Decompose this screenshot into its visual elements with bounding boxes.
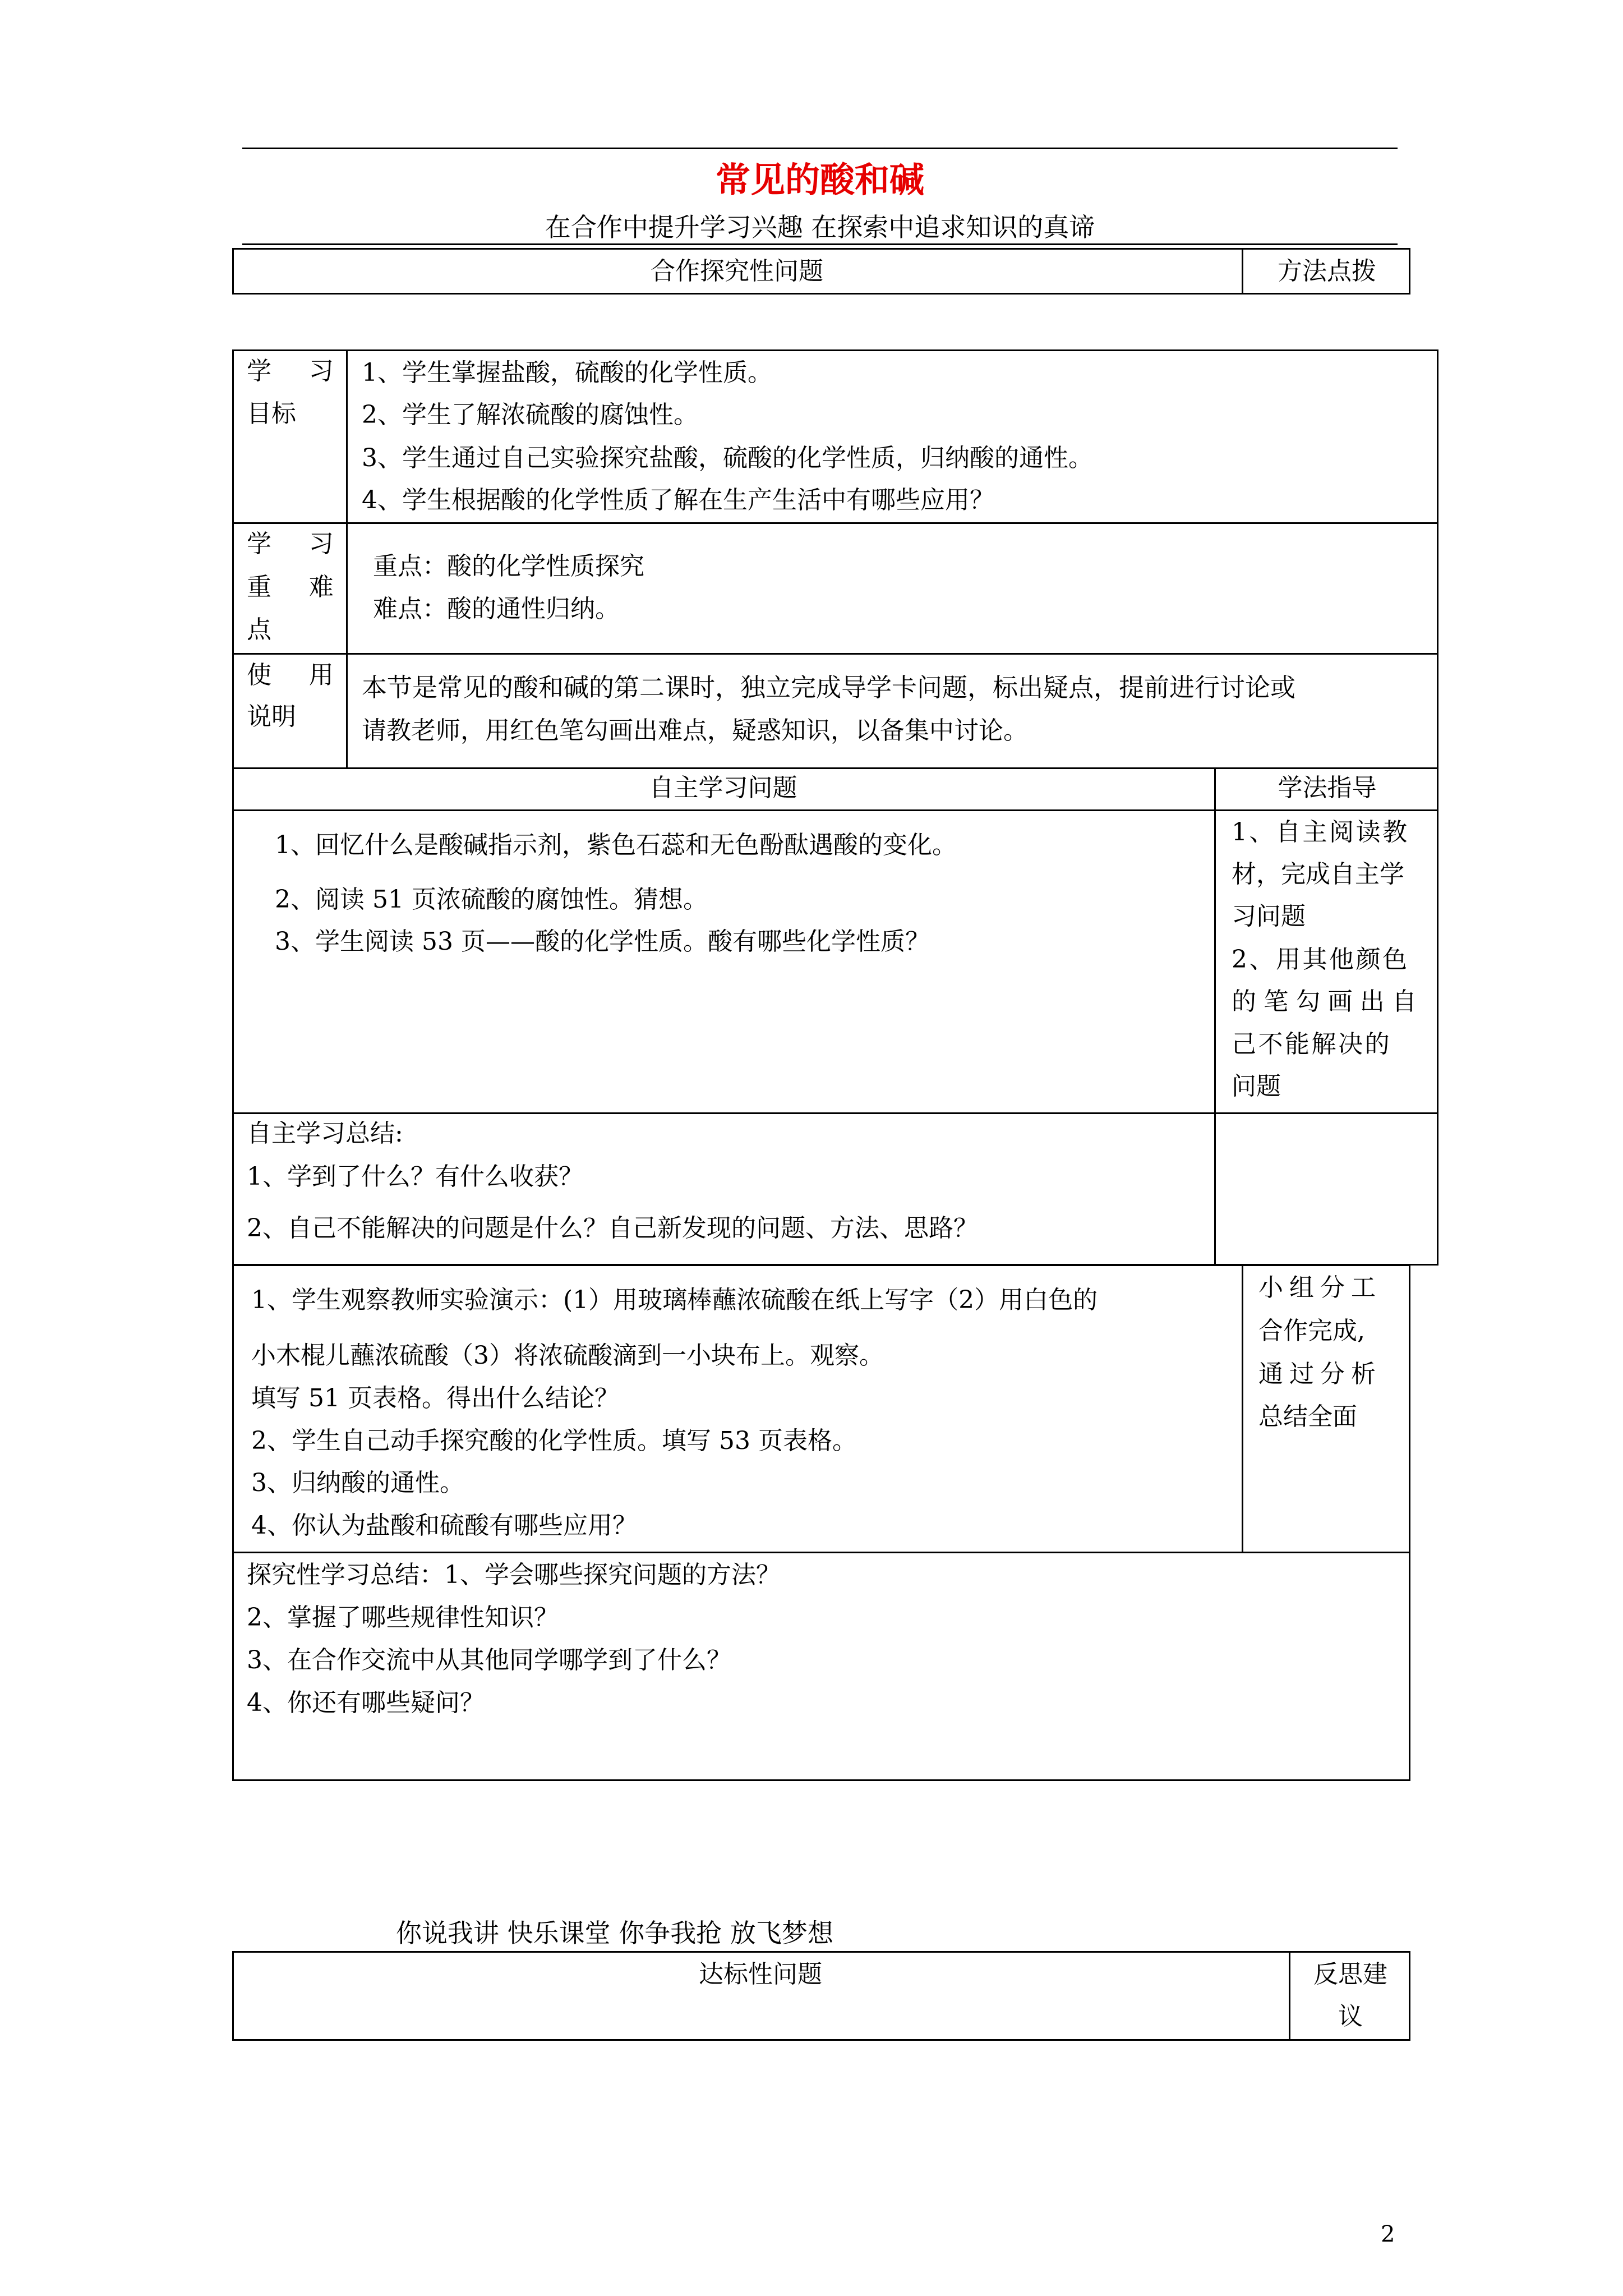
page-subtitle: 在合作中提升学习兴趣 在探索中追求知识的真谛: [545, 212, 1095, 242]
objective-item: 3、学生通过自己实验探究盐酸，硫酸的化学性质，归纳酸的通性。: [362, 444, 1093, 472]
method-line: 合作完成,: [1258, 1317, 1365, 1345]
guide-header: 学法指导: [1278, 774, 1377, 802]
inquiry-summary-line: 2、掌握了哪些规律性知识？: [247, 1603, 559, 1632]
method-line: 总结全面: [1258, 1402, 1357, 1431]
slogan: 你说我讲 快乐课堂 你争我抢 放飞梦想: [396, 1918, 833, 1948]
standard-table-col1: 达标性问题: [699, 1960, 822, 1989]
self-study-summary-rule: [232, 1112, 1438, 1114]
standard-table-col2-line2: 议: [1338, 2002, 1363, 2031]
guide-line: 材，完成自主学: [1232, 860, 1404, 889]
self-study-header: 自主学习问题: [649, 774, 797, 802]
self-study-summary-item: 2、自己不能解决的问题是什么？自己新发现的问题、方法、思路？: [247, 1214, 978, 1243]
usage-label-1: 使 用: [247, 661, 349, 689]
keypoints-label-1: 学 习: [247, 530, 349, 558]
inquiry-summary-line: 3、在合作交流中从其他同学哪学到了什么？: [247, 1646, 731, 1674]
self-study-summary-item: 1、学到了什么？有什么收获？: [247, 1162, 583, 1191]
subtitle-rule: [242, 243, 1398, 245]
inquiry-line: 小木棍儿蘸浓硫酸（3）将浓硫酸滴到一小块布上。观察。: [251, 1341, 884, 1370]
usage-line: 请教老师，用红色笔勾画出难点，疑惑知识，以备集中讨论。: [362, 716, 1028, 745]
self-study-divider: [1214, 767, 1216, 1266]
guide-line: 的笔勾画出自: [1232, 987, 1424, 1016]
info-row-divider-2: [232, 653, 1438, 655]
inquiry-summary-line: 4、你还有哪些疑问？: [247, 1688, 485, 1717]
standard-table-col2-line1: 反思建: [1313, 1960, 1387, 1989]
inquiry-summary-rule: [232, 1552, 1410, 1553]
self-study-item: 2、阅读 51 页浓硫酸的腐蚀性。猜想。: [275, 885, 708, 914]
top-table-col2: 方法点拨: [1278, 257, 1376, 286]
inquiry-line: 2、学生自己动手探究酸的化学性质。填写 53 页表格。: [251, 1427, 857, 1455]
objective-item: 1、学生掌握盐酸，硫酸的化学性质。: [362, 358, 772, 387]
inquiry-divider: [1242, 1264, 1243, 1553]
info-row-divider-1: [232, 522, 1438, 524]
inquiry-line: 3、归纳酸的通性。: [251, 1469, 464, 1497]
inquiry-line: 1、学生观察教师实验演示：(1）用玻璃棒蘸浓硫酸在纸上写字（2）用白色的: [251, 1286, 1098, 1314]
top-table-col1: 合作探究性问题: [651, 257, 823, 286]
top-rule: [242, 148, 1398, 149]
info-label-divider: [346, 349, 348, 769]
objective-item: 2、学生了解浓硫酸的腐蚀性。: [362, 401, 698, 429]
self-study-item: 1、回忆什么是酸碱指示剂，紫色石蕊和无色酚酞遇酸的变化。: [275, 831, 957, 859]
page-title: 常见的酸和碱: [715, 159, 924, 200]
self-study-summary-title: 自主学习总结:: [247, 1119, 403, 1148]
guide-line: 问题: [1232, 1072, 1281, 1101]
keypoint-item: 难点：酸的通性归纳。: [373, 595, 620, 623]
self-study-item: 3、学生阅读 53 页——酸的化学性质。酸有哪些化学性质？: [275, 927, 930, 956]
inquiry-line: 4、你认为盐酸和硫酸有哪些应用？: [251, 1511, 637, 1540]
guide-line: 习问题: [1232, 902, 1306, 931]
keypoints-label-3: 点: [247, 615, 271, 644]
usage-line: 本节是常见的酸和碱的第二课时，独立完成导学卡问题，标出疑点，提前进行讨论或: [362, 673, 1296, 702]
inquiry-line: 填写 51 页表格。得出什么结论？: [251, 1384, 619, 1412]
objective-item: 4、学生根据酸的化学性质了解在生产生活中有哪些应用？: [362, 486, 994, 514]
guide-line: 2、用其他颜色: [1232, 945, 1409, 974]
guide-line: 己不能解决的: [1232, 1030, 1392, 1059]
method-line: 通过分析: [1258, 1360, 1382, 1388]
self-study-header-rule: [232, 809, 1438, 811]
page-number: 2: [1381, 2221, 1395, 2247]
objectives-label-2: 目标: [247, 399, 296, 428]
usage-label-2: 说明: [247, 702, 296, 731]
guide-line: 1、自主阅读教: [1232, 818, 1409, 846]
keypoint-item: 重点：酸的化学性质探究: [373, 552, 644, 581]
keypoints-label-2: 重 难: [247, 573, 349, 601]
inquiry-summary-line: 探究性学习总结：1、学会哪些探究问题的方法？: [247, 1561, 781, 1589]
method-line: 小组分工: [1258, 1273, 1382, 1302]
objectives-label-1: 学 习: [247, 357, 349, 385]
